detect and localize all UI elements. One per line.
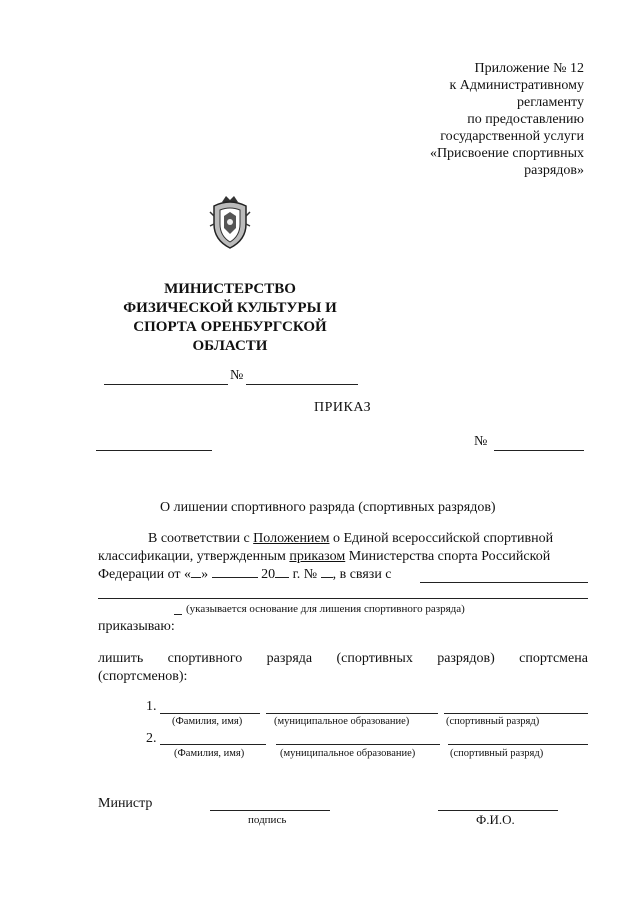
word: (спортивных bbox=[336, 651, 413, 666]
list-number: 1. bbox=[146, 699, 157, 714]
word: спортсмена bbox=[519, 651, 588, 666]
text: Министерства спорта Российской bbox=[345, 549, 551, 564]
order-subject: О лишении спортивного разряда (спортивных разрядов) bbox=[160, 500, 496, 515]
paragraph-line-1 bbox=[148, 531, 553, 547]
appendix-line: Приложение № 12 bbox=[474, 61, 584, 76]
signature-field[interactable] bbox=[210, 810, 330, 811]
fio-field[interactable] bbox=[438, 810, 558, 811]
reason-hint: (указывается основание для лишения спортивного разряда) bbox=[186, 603, 465, 615]
municipality-hint: (муниципальное образование) bbox=[274, 716, 410, 727]
name-field-2[interactable] bbox=[160, 744, 266, 745]
paragraph-line-2 bbox=[98, 549, 550, 565]
signature-hint: подпись bbox=[248, 814, 287, 826]
municipality-hint: (муниципальное образование) bbox=[280, 748, 416, 759]
paragraph-line-3 bbox=[98, 567, 392, 583]
word: спортивного bbox=[167, 651, 243, 666]
ministry-line: МИНИСТЕРСТВО bbox=[164, 281, 296, 297]
reason-blank-inline[interactable] bbox=[420, 582, 588, 583]
ministry-line: ОБЛАСТИ bbox=[192, 338, 268, 354]
word: разряда bbox=[266, 651, 313, 666]
text: » bbox=[201, 567, 209, 582]
name-hint: (Фамилия, имя) bbox=[172, 716, 243, 727]
order-title: ПРИКАЗ bbox=[314, 400, 372, 415]
order-word: приказываю: bbox=[98, 619, 175, 634]
text: В соответствии с bbox=[148, 531, 254, 546]
text: г. № bbox=[292, 567, 318, 582]
word: лишить bbox=[98, 651, 144, 666]
coat-of-arms-icon bbox=[206, 194, 254, 250]
text: , в связи с bbox=[332, 567, 392, 582]
text: о Единой всероссийской спортивной bbox=[329, 531, 554, 546]
rank-hint: (спортивный разряд) bbox=[450, 748, 544, 759]
header-date-blank[interactable] bbox=[104, 384, 228, 385]
text: 20 bbox=[261, 567, 276, 582]
deprive-line-1 bbox=[98, 651, 588, 667]
rank-field-1[interactable] bbox=[444, 713, 588, 714]
appendix-line: разрядов» bbox=[524, 163, 584, 178]
ministry-name bbox=[100, 280, 360, 356]
ministry-line: СПОРТА ОРЕНБУРГСКОЙ bbox=[133, 319, 327, 335]
hint-dash bbox=[174, 614, 182, 615]
appendix-line: к Административному bbox=[449, 78, 584, 93]
signatory-role: Министр bbox=[98, 796, 153, 811]
fio-hint: Ф.И.О. bbox=[476, 812, 515, 827]
rank-field-2[interactable] bbox=[448, 744, 588, 745]
appendix-block bbox=[430, 60, 584, 179]
ministry-line: ФИЗИЧЕСКОЙ КУЛЬТУРЫ И bbox=[123, 300, 337, 316]
name-field-1[interactable] bbox=[160, 713, 260, 714]
regulation-link[interactable]: Положением bbox=[253, 531, 330, 546]
header-number-blank[interactable] bbox=[246, 384, 358, 385]
order-date-blank[interactable] bbox=[96, 450, 212, 451]
appendix-line: «Присвоение спортивных bbox=[429, 146, 584, 161]
municipality-field-1[interactable] bbox=[266, 713, 438, 714]
rank-hint: (спортивный разряд) bbox=[446, 716, 540, 727]
appendix-line: по предоставлению bbox=[467, 112, 584, 127]
municipality-field-2[interactable] bbox=[276, 744, 440, 745]
name-hint: (Фамилия, имя) bbox=[174, 748, 245, 759]
list-number: 2. bbox=[146, 731, 157, 746]
order-number-blank[interactable] bbox=[494, 450, 584, 451]
text: классификации, утвержденным bbox=[98, 549, 290, 564]
reason-blank-full[interactable] bbox=[98, 598, 588, 599]
header-number-sign: № bbox=[230, 368, 244, 383]
text: Федерации от « bbox=[98, 567, 192, 582]
order-number-sign: № bbox=[474, 434, 488, 449]
appendix-line: регламенту bbox=[517, 95, 584, 110]
word: разрядов) bbox=[437, 651, 495, 666]
deprive-line-2: (спортсменов): bbox=[98, 669, 188, 684]
order-link[interactable]: приказом bbox=[289, 549, 346, 564]
appendix-line: государственной услуги bbox=[440, 129, 584, 144]
